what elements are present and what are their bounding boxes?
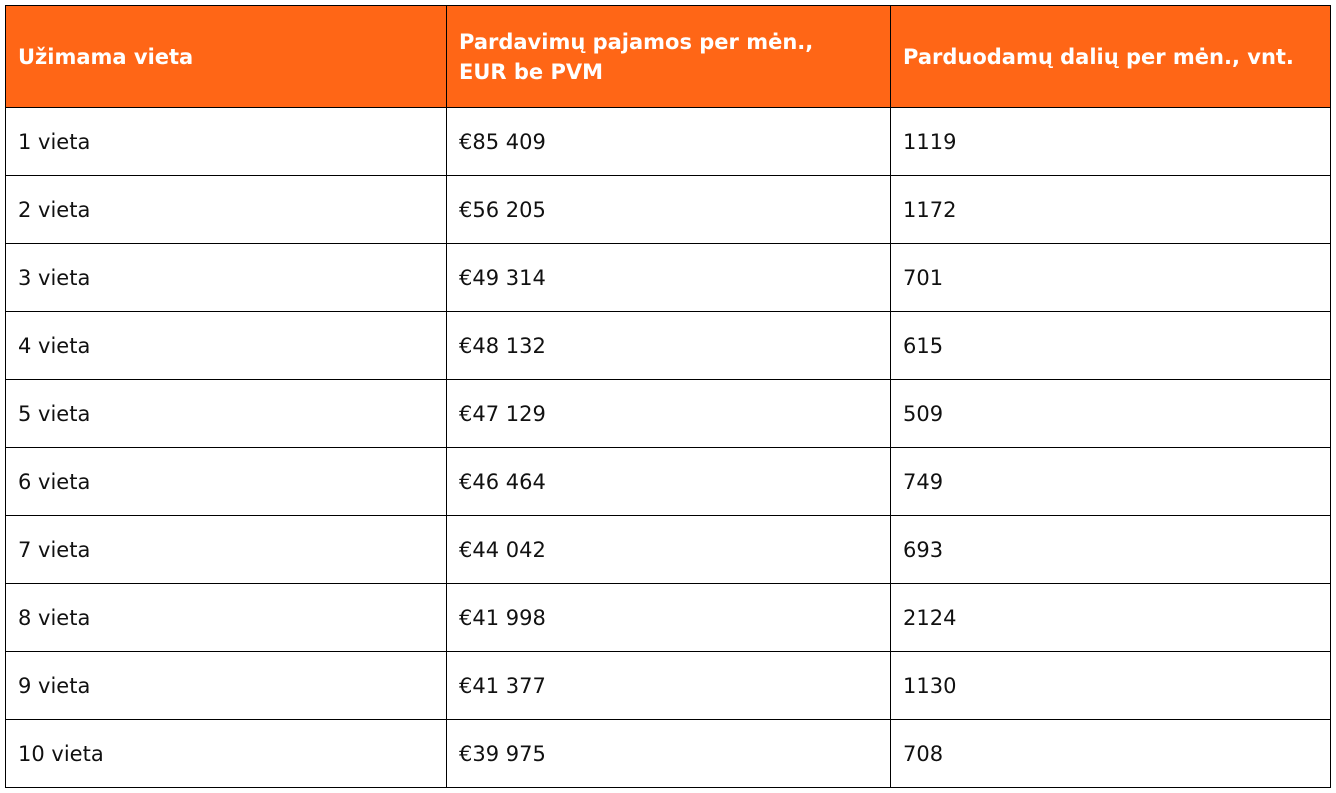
cell-place: 2 vieta: [6, 176, 447, 244]
header-revenue-line-2: EUR be PVM: [459, 59, 604, 84]
table-row: [6, 380, 1331, 448]
sales-ranking-table: [5, 5, 1331, 788]
header-revenue-line-1: Pardavimų pajamos per mėn.,: [459, 29, 814, 54]
cell-place: 8 vieta: [6, 584, 447, 652]
table-row: [6, 720, 1331, 788]
cell-revenue: €85 409: [447, 108, 891, 176]
cell-units: 749: [891, 448, 1331, 516]
header-row: [6, 6, 1331, 108]
table-row: [6, 108, 1331, 176]
cell-place: 4 vieta: [6, 312, 447, 380]
cell-place: 6 vieta: [6, 448, 447, 516]
header-revenue: [447, 6, 891, 108]
cell-units: 615: [891, 312, 1331, 380]
table-row: [6, 652, 1331, 720]
cell-revenue: €46 464: [447, 448, 891, 516]
cell-revenue: €48 132: [447, 312, 891, 380]
cell-units: 509: [891, 380, 1331, 448]
table-body: [6, 108, 1331, 788]
table-row: [6, 244, 1331, 312]
header-place-line-1: Užimama vieta: [18, 44, 194, 69]
cell-units: 1119: [891, 108, 1331, 176]
cell-units: 708: [891, 720, 1331, 788]
cell-place: 7 vieta: [6, 516, 447, 584]
table-row: [6, 448, 1331, 516]
cell-revenue: €44 042: [447, 516, 891, 584]
cell-revenue: €47 129: [447, 380, 891, 448]
cell-units: 1130: [891, 652, 1331, 720]
cell-revenue: €56 205: [447, 176, 891, 244]
table-row: [6, 516, 1331, 584]
cell-revenue: €39 975: [447, 720, 891, 788]
cell-units: 701: [891, 244, 1331, 312]
cell-units: 693: [891, 516, 1331, 584]
table-row: [6, 176, 1331, 244]
table-row: [6, 584, 1331, 652]
cell-place: 5 vieta: [6, 380, 447, 448]
cell-revenue: €49 314: [447, 244, 891, 312]
cell-units: 1172: [891, 176, 1331, 244]
cell-revenue: €41 998: [447, 584, 891, 652]
cell-revenue: €41 377: [447, 652, 891, 720]
cell-place: 9 vieta: [6, 652, 447, 720]
table-header: [6, 6, 1331, 108]
header-units: [891, 6, 1331, 108]
header-place: [6, 6, 447, 108]
cell-place: 3 vieta: [6, 244, 447, 312]
header-units-line-1: Parduodamų dalių per mėn., vnt.: [903, 44, 1294, 69]
cell-place: 10 vieta: [6, 720, 447, 788]
cell-place: 1 vieta: [6, 108, 447, 176]
table-row: [6, 312, 1331, 380]
cell-units: 2124: [891, 584, 1331, 652]
